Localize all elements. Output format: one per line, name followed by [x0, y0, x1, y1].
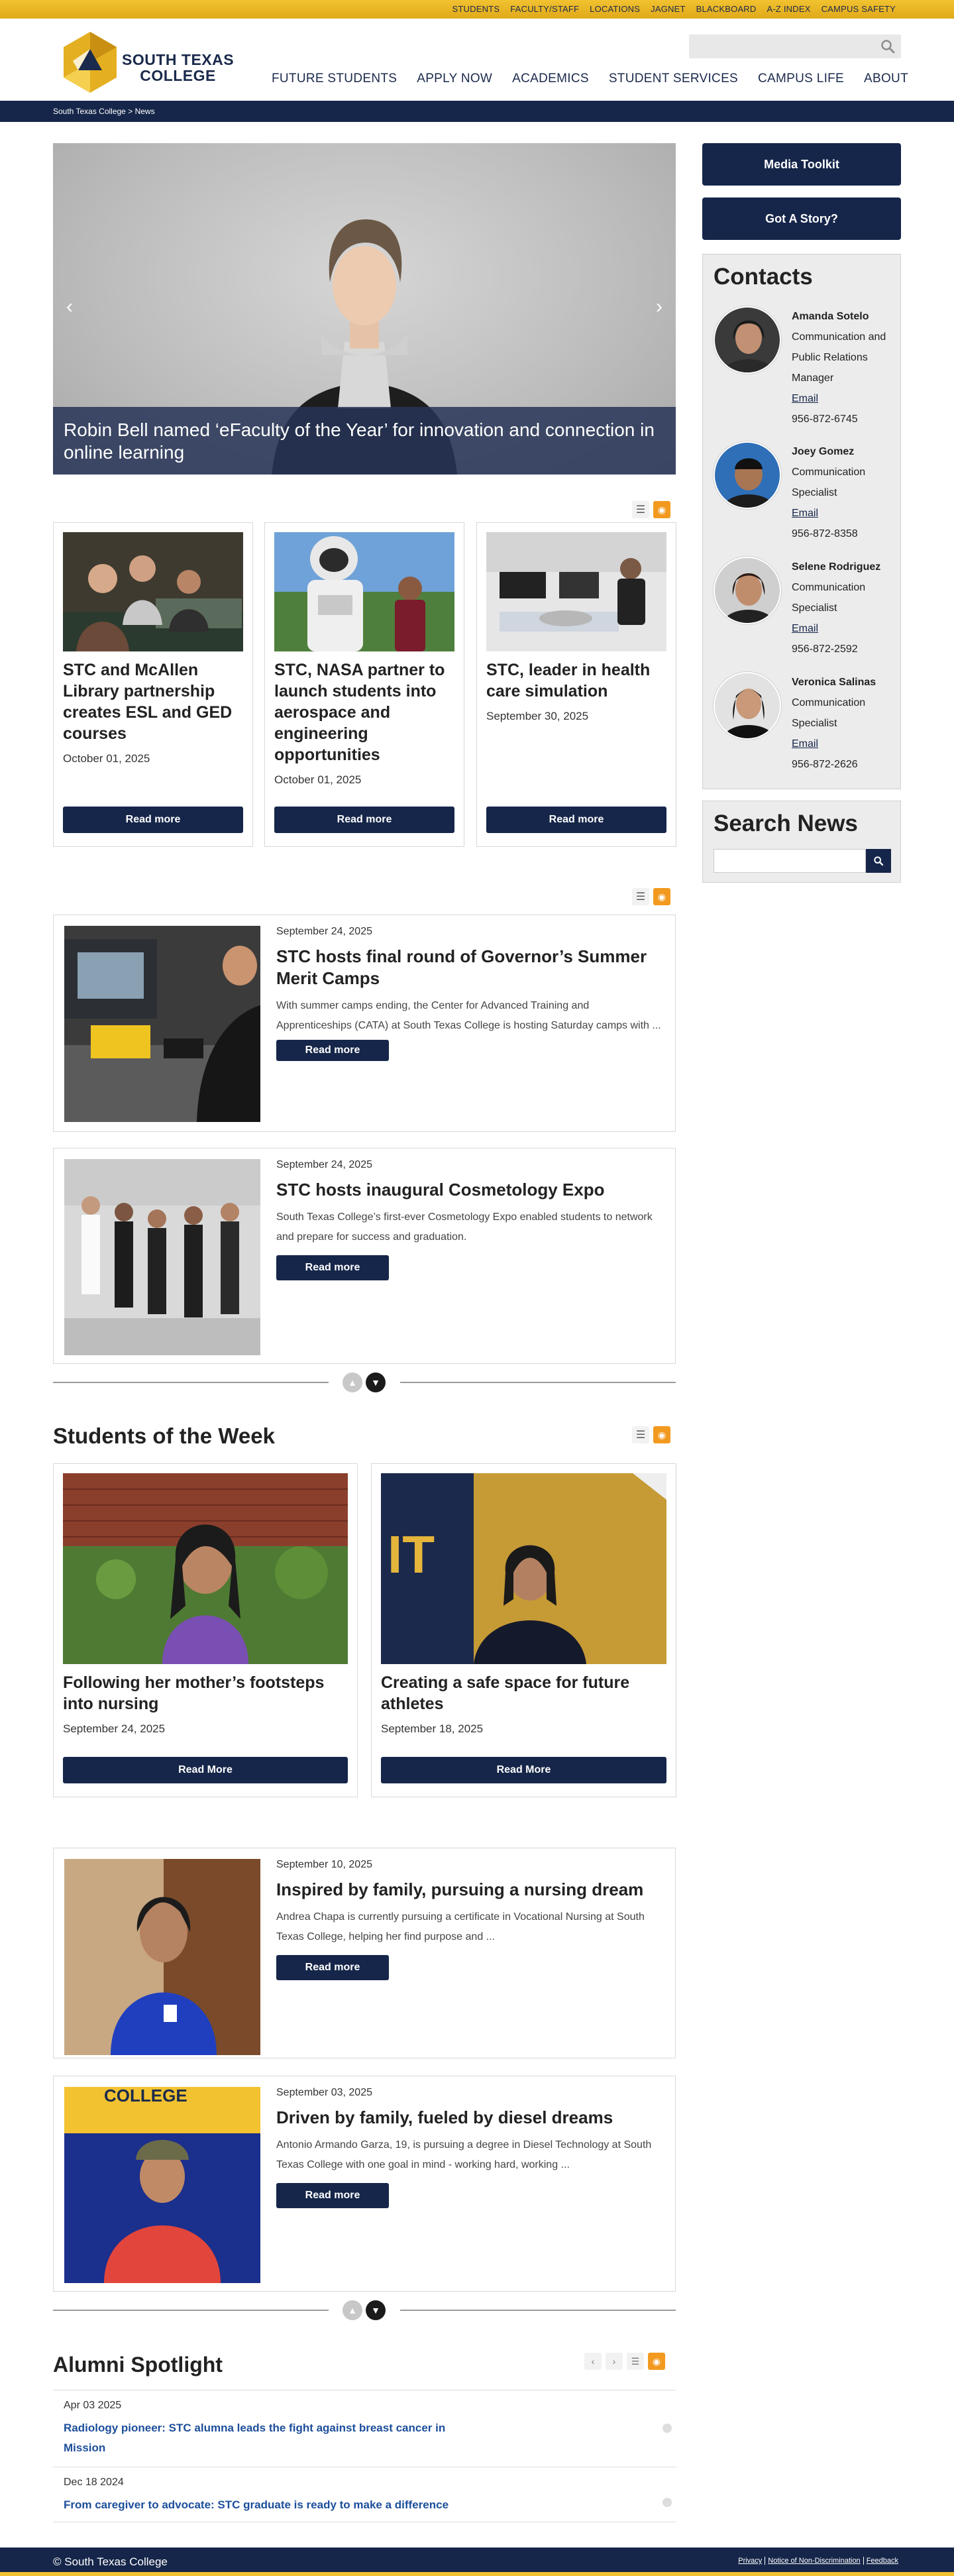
news-card-date: September 30, 2025 [486, 710, 589, 722]
utility-link-students[interactable]: STUDENTS [452, 4, 500, 14]
contact-info [792, 557, 898, 659]
nav-campus-life[interactable]: CAMPUS LIFE [758, 72, 845, 85]
news-list-image [64, 1159, 260, 1355]
news-list-title[interactable]: STC hosts final round of Governor’s Summer Merit Camps [276, 946, 647, 988]
list-view-icon[interactable]: ☰ [632, 501, 649, 518]
news-card-image [63, 532, 243, 651]
nav-about[interactable]: ABOUT [864, 72, 908, 85]
pager-divider [53, 2310, 329, 2311]
students-pager [53, 2300, 676, 2320]
breadcrumb-separator: > [128, 107, 133, 116]
list-view-icon[interactable]: ☰ [632, 1426, 649, 1443]
alumni-item-link[interactable]: Radiology pioneer: STC alumna leads the fight against breast cancer in Mission [64, 2422, 446, 2454]
prev-arrow-icon[interactable]: ‹ [584, 2353, 602, 2370]
utility-link-jagnet[interactable]: JAGNET [651, 4, 686, 14]
contacts-title: Contacts [714, 264, 813, 290]
utility-link-az-index[interactable]: A-Z INDEX [767, 4, 811, 14]
news-search-input[interactable] [714, 849, 866, 873]
contact-card [714, 441, 899, 557]
students-of-week-title: Students of the Week [53, 1424, 275, 1448]
news-list-title[interactable]: STC hosts inaugural Cosmetology Expo [276, 1180, 605, 1200]
media-toolkit-button[interactable]: Media Toolkit [702, 143, 901, 186]
contact-name: Veronica Salinas [792, 677, 876, 688]
logo-wordmark [122, 52, 234, 84]
utility-link-blackboard[interactable]: BLACKBOARD [696, 4, 757, 14]
news-card[interactable] [53, 522, 253, 847]
student-list-text [276, 2087, 662, 2208]
pager-divider [400, 2310, 676, 2311]
student-card-image [381, 1473, 666, 1664]
rss-icon[interactable]: ◉ [653, 501, 670, 518]
news-feed-controls [632, 501, 670, 518]
student-card[interactable] [53, 1463, 358, 1797]
student-list-text [276, 1859, 662, 1980]
contact-email-link[interactable]: Email [792, 738, 819, 750]
pager-up-icon[interactable]: ▲ [343, 1372, 362, 1392]
pager-down-icon[interactable]: ▼ [366, 2300, 386, 2320]
nav-apply-now[interactable]: APPLY NOW [417, 72, 493, 85]
news-card[interactable] [476, 522, 676, 847]
student-list-image [64, 1859, 260, 2055]
breadcrumb-bar [0, 101, 954, 122]
logo-line-1: SOUTH TEXAS [122, 51, 235, 68]
breadcrumb-home[interactable]: South Texas College [53, 107, 126, 116]
got-a-story-button[interactable]: Got A Story? [702, 197, 901, 240]
read-more-button[interactable]: Read more [63, 807, 243, 833]
avatar [714, 441, 781, 509]
pager-divider [400, 1382, 676, 1383]
next-arrow-icon[interactable]: › [606, 2353, 623, 2370]
news-list-image [64, 926, 260, 1122]
news-list-date: September 24, 2025 [276, 926, 372, 937]
read-more-button[interactable]: Read more [486, 807, 666, 833]
contact-title: Communication Specialist [792, 697, 866, 729]
student-list-date: September 03, 2025 [276, 2087, 372, 2098]
news-list-text [276, 926, 662, 1061]
main-nav [272, 72, 908, 86]
contact-card [714, 557, 899, 672]
news-card-title[interactable]: STC, NASA partner to launch students into aerospace and engineering opportunities [274, 661, 445, 764]
utility-nav [452, 4, 896, 14]
footer-copyright: © South Texas College [53, 2555, 168, 2568]
site-search-input[interactable] [689, 34, 901, 58]
hero-prev-arrow[interactable]: ‹ [66, 296, 73, 317]
alumni-controls [584, 2353, 665, 2370]
avatar [714, 672, 781, 740]
student-list-image [64, 2087, 260, 2283]
contact-email-link[interactable]: Email [792, 393, 819, 404]
search-news-title: Search News [714, 811, 858, 836]
student-card-title[interactable]: Following her mother’s footsteps into nursing [63, 1673, 325, 1713]
nav-academics[interactable]: ACADEMICS [512, 72, 589, 85]
svg-text:IT: IT [388, 1525, 435, 1584]
utility-link-campus-safety[interactable]: CAMPUS SAFETY [821, 4, 896, 14]
nav-student-services[interactable]: STUDENT SERVICES [608, 72, 739, 85]
contact-info [792, 306, 898, 429]
read-more-button[interactable]: Read more [276, 1955, 389, 1980]
alumni-list-item[interactable] [53, 2467, 676, 2522]
alumni-spotlight-title: Alumni Spotlight [53, 2353, 223, 2377]
news-list-date: September 24, 2025 [276, 1159, 372, 1170]
rss-icon[interactable]: ◉ [653, 1426, 670, 1443]
contact-card [714, 306, 899, 439]
contacts-panel [702, 254, 901, 789]
read-more-button[interactable]: Read more [276, 2183, 389, 2208]
utility-link-faculty-staff[interactable]: FACULTY/STAFF [510, 4, 580, 14]
avatar [714, 557, 781, 624]
news-card-image [486, 532, 666, 651]
news-card-date: October 01, 2025 [274, 773, 362, 786]
news-card-image [274, 532, 454, 651]
contact-info [792, 672, 898, 775]
read-more-button[interactable]: Read More [381, 1757, 666, 1783]
students-feed-controls [632, 1426, 670, 1443]
contact-title: Communication Specialist [792, 582, 866, 614]
news-list-item[interactable] [53, 915, 676, 1132]
student-list-summary: Andrea Chapa is currently pursuing a certificate in Vocational Nursing at South Texas College, helping her find purpose and ... [276, 1911, 645, 1942]
student-list-date: September 10, 2025 [276, 1859, 372, 1870]
student-list-summary: Antonio Armando Garza, 19, is pursuing a degree in Diesel Technology at South Texas College with one goal in mind - working hard, working ... [276, 2139, 652, 2170]
alumni-item-link[interactable]: From caregiver to advocate: STC graduate is ready to make a difference [64, 2498, 449, 2511]
read-more-button[interactable]: Read more [276, 1255, 389, 1280]
footer-link-feedback[interactable]: Feedback [863, 2557, 901, 2565]
news-card-title[interactable]: STC and McAllen Library partnership creates ESL and GED courses [63, 661, 233, 743]
student-card-title[interactable]: Creating a safe space for future athletes [381, 1673, 630, 1713]
contact-phone: 956-872-6745 [792, 414, 858, 425]
rss-icon[interactable]: ◉ [648, 2353, 665, 2370]
student-list-title[interactable]: Driven by family, fueled by diesel dreams [276, 2107, 613, 2127]
news-pager [53, 1372, 676, 1392]
read-more-button[interactable]: Read more [276, 1040, 389, 1061]
breadcrumb [53, 107, 155, 116]
contact-phone: 956-872-2592 [792, 644, 858, 655]
contact-card [714, 672, 899, 787]
news-list-item[interactable] [53, 1148, 676, 1364]
site-footer [0, 2548, 954, 2576]
contact-phone: 956-872-2626 [792, 759, 858, 770]
utility-bar [0, 0, 954, 19]
list-view-icon[interactable]: ☰ [632, 888, 649, 905]
student-card[interactable] [371, 1463, 676, 1797]
contact-title: Communication and Public Relations Manager [792, 331, 886, 384]
contact-info [792, 441, 898, 544]
bullet-dot-icon [662, 2424, 672, 2433]
breadcrumb-current[interactable]: News [134, 107, 155, 116]
news-card-title[interactable]: STC, leader in health care simulation [486, 661, 651, 700]
footer-link-non-discrimination[interactable]: Notice of Non-Discrimination [765, 2557, 863, 2565]
nav-future-students[interactable]: FUTURE STUDENTS [272, 72, 398, 85]
search-icon [873, 856, 884, 866]
news-list-summary: South Texas College’s first-ever Cosmetology Expo enabled students to network and prepare for success and graduation. [276, 1211, 653, 1243]
alumni-list-item[interactable] [53, 2390, 676, 2467]
pager-down-icon[interactable]: ▼ [366, 1372, 386, 1392]
student-card-date: September 18, 2025 [381, 1722, 484, 1735]
news-list-summary: With summer camps ending, the Center for Advanced Training and Apprenticeships (CATA) at South Texas College is hosting Saturday camps with ... [276, 1000, 661, 1031]
footer-link-privacy[interactable]: Privacy [738, 2557, 763, 2565]
hero-next-arrow[interactable]: › [656, 296, 662, 317]
pager-divider [53, 1382, 329, 1383]
svg-text:COLLEGE: COLLEGE [104, 2087, 187, 2105]
bullet-dot-icon [662, 2498, 672, 2507]
contact-name: Selene Rodriguez [792, 561, 881, 573]
utility-link-locations[interactable]: LOCATIONS [590, 4, 641, 14]
student-card-image [63, 1473, 348, 1664]
news-list-text [276, 1159, 662, 1280]
alumni-item-date: Apr 03 2025 [64, 2400, 122, 2411]
search-news-panel [702, 801, 901, 883]
hero-caption[interactable]: Robin Bell named ‘eFaculty of the Year’ for innovation and connection in online learning [53, 407, 676, 475]
news-search-button[interactable] [866, 849, 891, 873]
hero-slider[interactable] [53, 143, 676, 475]
news-card-date: October 01, 2025 [63, 752, 150, 765]
alumni-item-date: Dec 18 2024 [64, 2477, 124, 2488]
footer-links [735, 2557, 901, 2565]
pager-up-icon[interactable]: ▲ [343, 2300, 362, 2320]
logo-hexagon-icon [58, 29, 122, 95]
student-list-item[interactable] [53, 2076, 676, 2292]
news-card[interactable] [264, 522, 464, 847]
search-icon[interactable] [880, 38, 896, 54]
college-logo[interactable] [58, 29, 257, 95]
contact-name: Joey Gomez [792, 446, 855, 457]
avatar [714, 306, 781, 374]
contact-name: Amanda Sotelo [792, 311, 869, 322]
site-header [0, 19, 954, 101]
student-list-title[interactable]: Inspired by family, pursuing a nursing dream [276, 1879, 644, 1899]
contact-email-link[interactable]: Email [792, 623, 819, 634]
logo-line-2: COLLEGE [140, 67, 216, 84]
student-card-date: September 24, 2025 [63, 1722, 166, 1735]
contact-email-link[interactable]: Email [792, 508, 819, 519]
contact-title: Communication Specialist [792, 467, 866, 498]
news-list-feed-controls [632, 888, 670, 905]
read-more-button[interactable]: Read More [63, 1757, 348, 1783]
rss-icon[interactable]: ◉ [653, 888, 670, 905]
student-list-item[interactable] [53, 1848, 676, 2058]
list-view-icon[interactable]: ☰ [627, 2353, 644, 2370]
contact-phone: 956-872-8358 [792, 528, 858, 539]
read-more-button[interactable]: Read more [274, 807, 454, 833]
